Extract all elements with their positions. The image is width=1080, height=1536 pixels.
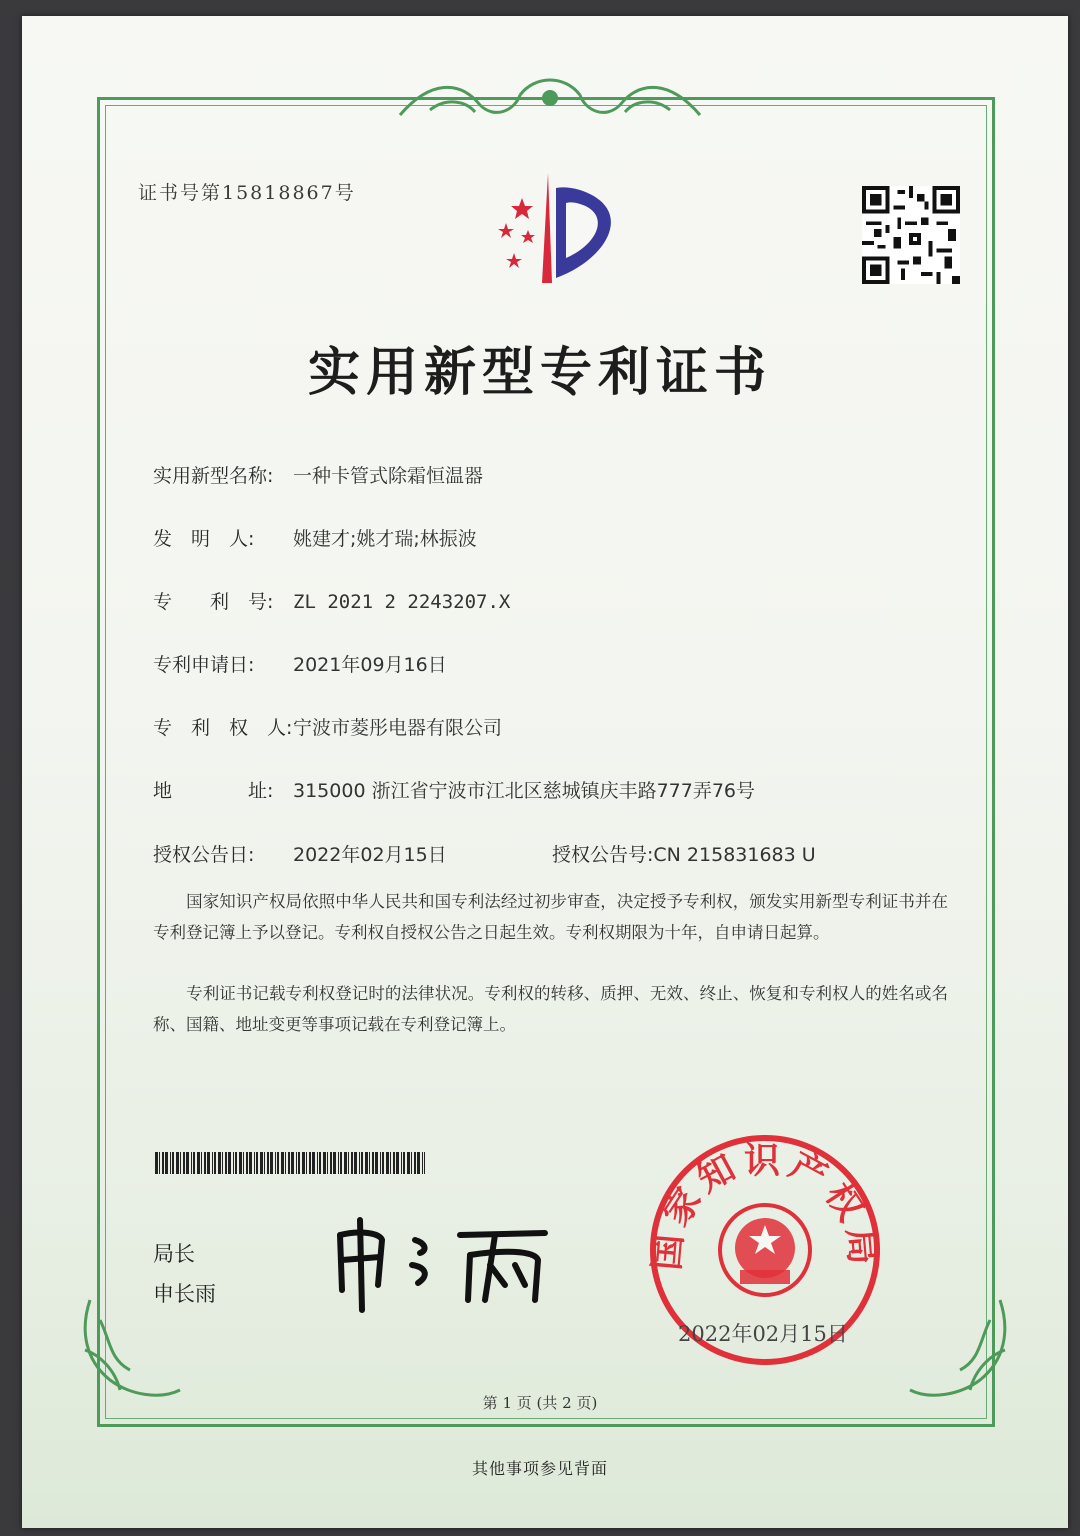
field-address	[153, 776, 755, 803]
field-value: ZL 2021 2 2243207.X	[293, 591, 511, 613]
top-ornament-icon	[390, 70, 710, 130]
field-value: 315000 浙江省宁波市江北区慈城镇庆丰路777弄76号	[293, 780, 756, 802]
statement-paragraph: 专利证书记载专利权登记时的法律状况。专利权的转移、质押、无效、终止、恢复和专利权人的姓名或名称、国籍、地址变更等事项记载在专利登记簿上。	[153, 984, 948, 1034]
barcode-icon	[155, 1152, 425, 1174]
field-inventors	[153, 524, 477, 551]
field-value: 宁波市菱彤电器有限公司	[293, 717, 503, 739]
field-utility-model-name	[153, 461, 483, 488]
field-value: CN 215831683 U	[653, 844, 816, 866]
field-label: 专利申请日:	[153, 654, 255, 676]
field-value: 2021年09月16日	[293, 654, 447, 676]
qr-code-icon	[862, 186, 960, 284]
statement-paragraph: 国家知识产权局依照中华人民共和国专利法经过初步审查，决定授予专利权，颁发实用新型专利证书并在专利登记簿上予以登记。专利权自授权公告之日起生效。专利权期限为十年，自申请日起算。	[153, 892, 948, 942]
seal-date: 2022年02月15日	[678, 1322, 848, 1346]
field-label: 专 利 号:	[153, 591, 274, 613]
certificate-number: 证书号第15818867号	[138, 182, 356, 204]
signature-icon	[320, 1205, 560, 1315]
field-patent-number	[153, 587, 510, 614]
field-announcement-number	[552, 840, 816, 867]
page-number: 第 1 页 (共 2 页)	[482, 1394, 598, 1412]
field-patentee	[153, 713, 502, 740]
field-grant-date	[153, 840, 447, 867]
field-label: 实用新型名称:	[153, 465, 274, 487]
field-label: 专 利 权 人:	[153, 717, 293, 739]
field-value: 姚建才;姚才瑞;林振波	[293, 528, 477, 550]
field-application-date	[153, 650, 447, 677]
field-value: 2022年02月15日	[293, 844, 447, 866]
seal-text: 国家知识产权局	[646, 1140, 884, 1273]
field-label: 授权公告日:	[153, 844, 255, 866]
certificate-title: 实用新型专利证书	[307, 343, 772, 403]
footer-note: 其他事项参见背面	[471, 1459, 608, 1478]
cnipa-logo-icon	[470, 168, 630, 288]
field-label: 授权公告号:	[552, 844, 654, 866]
director-title: 局长	[153, 1242, 195, 1266]
field-label: 地 址:	[153, 780, 274, 802]
field-value: 一种卡管式除霜恒温器	[293, 465, 484, 487]
director-name: 申长雨	[153, 1282, 216, 1306]
field-label: 发 明 人:	[153, 528, 255, 550]
